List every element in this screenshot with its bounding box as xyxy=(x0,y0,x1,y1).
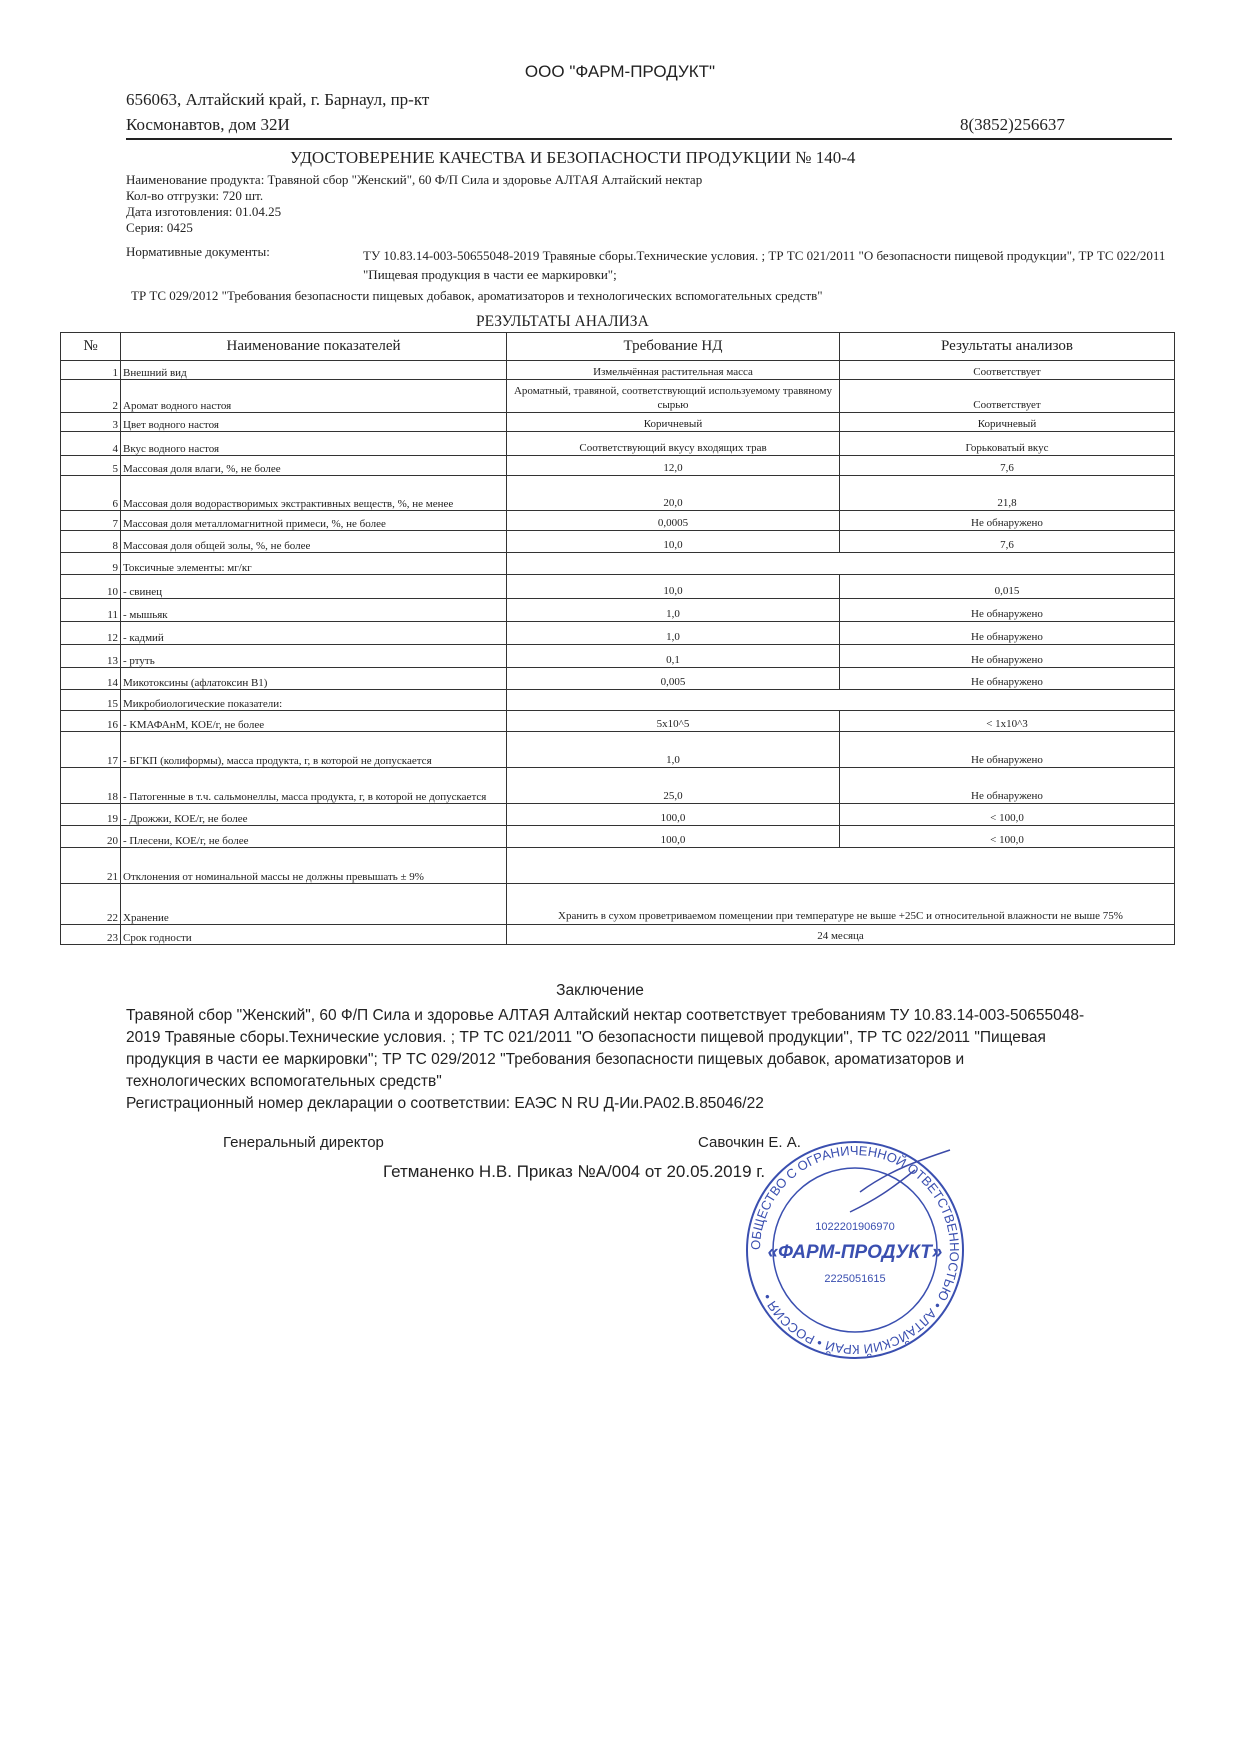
row-result: < 100,0 xyxy=(840,804,1175,826)
header-divider xyxy=(126,138,1172,140)
table-header-row xyxy=(61,333,1175,361)
row-number: 3 xyxy=(61,413,121,432)
table-row xyxy=(61,645,1175,668)
row-indicator: - КМАФАнМ, КОЕ/г, не более xyxy=(121,711,507,732)
norm-docs-label: Нормативные документы: xyxy=(126,244,270,259)
row-indicator: Микотоксины (афлатоксин В1) xyxy=(121,668,507,690)
table-row xyxy=(61,575,1175,599)
row-requirement: 5х10^5 xyxy=(507,711,840,732)
row-result: Не обнаружено xyxy=(840,599,1175,622)
table-row xyxy=(61,768,1175,804)
row-requirement: 100,0 xyxy=(507,804,840,826)
row-number: 22 xyxy=(61,884,121,925)
row-number: 4 xyxy=(61,432,121,456)
row-number: 23 xyxy=(61,925,121,945)
row-indicator: Хранение xyxy=(121,884,507,925)
row-requirement: 10,0 xyxy=(507,531,840,553)
table-row xyxy=(61,361,1175,380)
table-row xyxy=(61,804,1175,826)
row-number: 13 xyxy=(61,645,121,668)
header-number: № xyxy=(61,333,121,361)
stamp-inn: 2225051615 xyxy=(824,1273,886,1285)
table-row xyxy=(61,531,1175,553)
row-result: Горьковатый вкус xyxy=(840,432,1175,456)
row-number: 17 xyxy=(61,732,121,768)
row-indicator: Срок годности xyxy=(121,925,507,945)
row-number: 19 xyxy=(61,804,121,826)
row-requirement: 10,0 xyxy=(507,575,840,599)
row-requirement: 25,0 xyxy=(507,768,840,804)
row-indicator: Отклонения от номинальной массы не должны превышать ± 9% xyxy=(121,848,507,884)
row-requirement: 20,0 xyxy=(507,476,840,511)
row-requirement: Коричневый xyxy=(507,413,840,432)
row-number: 18 xyxy=(61,768,121,804)
row-number: 21 xyxy=(61,848,121,884)
row-number: 5 xyxy=(61,456,121,476)
row-empty xyxy=(507,553,1175,575)
company-stamp xyxy=(740,1130,970,1370)
row-result: Не обнаружено xyxy=(840,732,1175,768)
shipment-quantity: Кол-во отгрузки: 720 шт. xyxy=(126,188,264,203)
norm-docs-extra: ТР ТС 029/2012 "Требования безопасности пищевых добавок, ароматизаторов и технологических вспомогательных средств" xyxy=(131,288,823,303)
row-number: 20 xyxy=(61,826,121,848)
row-indicator: - Патогенные в т.ч. сальмонеллы, масса продукта, г, в которой не допускается xyxy=(121,768,507,804)
director-name: Савочкин Е. А. xyxy=(698,1134,801,1151)
row-number: 12 xyxy=(61,622,121,645)
row-requirement: 0,0005 xyxy=(507,511,840,531)
table-row xyxy=(61,668,1175,690)
results-table xyxy=(60,332,1175,945)
norm-docs-text: ТУ 10.83.14-003-50655048-2019 Травяные сборы.Технические условия. ; ТР ТС 021/2011 "О безопасности пищевой продукции", ТР ТС 022/2011 "Пищевая продукция в части ее маркировки"; xyxy=(363,248,1166,282)
row-result: < 1х10^3 xyxy=(840,711,1175,732)
row-result: Не обнаружено xyxy=(840,768,1175,804)
row-number: 15 xyxy=(61,690,121,711)
row-result: 7,6 xyxy=(840,531,1175,553)
document-title: УДОСТОВЕРЕНИЕ КАЧЕСТВА И БЕЗОПАСНОСТИ ПРОДУКЦИИ № 140-4 xyxy=(290,148,856,167)
table-row xyxy=(61,884,1175,925)
table-row xyxy=(61,826,1175,848)
row-indicator: Массовая доля водорастворимых экстрактивных веществ, %, не менее xyxy=(121,476,507,511)
header-indicator: Наименование показателей xyxy=(121,333,507,361)
row-indicator: Внешний вид xyxy=(121,361,507,380)
row-requirement: 1,0 xyxy=(507,732,840,768)
stamp-ogrn: 1022201906970 xyxy=(815,1221,895,1233)
product-name: Наименование продукта: Травяной сбор "Женский", 60 Ф/П Сила и здоровье АЛТАЯ Алтайский нектар xyxy=(126,172,703,187)
table-row xyxy=(61,690,1175,711)
row-empty xyxy=(507,690,1175,711)
conclusion-block xyxy=(126,1005,1086,1115)
row-indicator: Цвет водного настоя xyxy=(121,413,507,432)
table-row xyxy=(61,413,1175,432)
row-requirement: Ароматный, травяной, соответствующий используемому травяному сырью xyxy=(507,380,840,413)
row-result: Не обнаружено xyxy=(840,622,1175,645)
director-label: Генеральный директор xyxy=(223,1134,384,1151)
header-requirement: Требование НД xyxy=(507,333,840,361)
row-requirement: Соответствующий вкусу входящих трав xyxy=(507,432,840,456)
row-indicator: - Плесени, КОЕ/г, не более xyxy=(121,826,507,848)
row-number: 16 xyxy=(61,711,121,732)
row-result: Соответствует xyxy=(840,380,1175,413)
row-result: < 100,0 xyxy=(840,826,1175,848)
row-requirement: 100,0 xyxy=(507,826,840,848)
row-indicator: - ртуть xyxy=(121,645,507,668)
row-indicator: Аромат водного настоя xyxy=(121,380,507,413)
conclusion-text: Травяной сбор "Женский", 60 Ф/П Сила и здоровье АЛТАЯ Алтайский нектар соответствует требованиям ТУ 10.83.14-003-50655048-2019 Травяные сборы.Технические условия. ; ТР ТС 021/2011 "О безопасности пищевой продукции", ТР ТС 022/2011 "Пищевая продукция в части ее маркировки"; ТР ТС 029/2012 "Требования безопасности пищевых добавок, ароматизаторов и технологических вспомогательных средств" xyxy=(126,1007,1085,1090)
row-result: Не обнаружено xyxy=(840,668,1175,690)
row-requirement: Измельчённая растительная масса xyxy=(507,361,840,380)
row-number: 7 xyxy=(61,511,121,531)
row-number: 14 xyxy=(61,668,121,690)
row-number: 9 xyxy=(61,553,121,575)
row-number: 2 xyxy=(61,380,121,413)
table-row xyxy=(61,622,1175,645)
row-indicator: Вкус водного настоя xyxy=(121,432,507,456)
phone-number: 8(3852)256637 xyxy=(960,115,1065,134)
row-indicator: Микробиологические показатели: xyxy=(121,690,507,711)
row-requirement: Хранить в сухом проветриваемом помещении при температуре не выше +25С и относительной влажности не выше 75% xyxy=(507,884,1175,925)
row-indicator: - БГКП (колиформы), масса продукта, г, в которой не допускается xyxy=(121,732,507,768)
row-requirement: 0,005 xyxy=(507,668,840,690)
registration-number: Регистрационный номер декларации о соответствии: ЕАЭС N RU Д-Ии.РА02.В.85046/22 xyxy=(126,1095,764,1112)
table-row xyxy=(61,456,1175,476)
row-result: Коричневый xyxy=(840,413,1175,432)
row-number: 10 xyxy=(61,575,121,599)
table-row xyxy=(61,476,1175,511)
row-indicator: - Дрожжи, КОЕ/г, не более xyxy=(121,804,507,826)
table-row xyxy=(61,925,1175,945)
row-requirement: 12,0 xyxy=(507,456,840,476)
row-indicator: - мышьяк xyxy=(121,599,507,622)
row-result: 21,8 xyxy=(840,476,1175,511)
row-indicator: Токсичные элементы: мг/кг xyxy=(121,553,507,575)
header-result: Результаты анализов xyxy=(840,333,1175,361)
row-requirement: 0,1 xyxy=(507,645,840,668)
table-row xyxy=(61,848,1175,884)
row-indicator: - кадмий xyxy=(121,622,507,645)
row-result: Не обнаружено xyxy=(840,511,1175,531)
row-indicator: - свинец xyxy=(121,575,507,599)
row-result: Не обнаружено xyxy=(840,645,1175,668)
table-row xyxy=(61,711,1175,732)
row-indicator: Массовая доля общей золы, %, не более xyxy=(121,531,507,553)
row-requirement: 1,0 xyxy=(507,622,840,645)
row-requirement: 1,0 xyxy=(507,599,840,622)
row-result: 0,015 xyxy=(840,575,1175,599)
row-number: 1 xyxy=(61,361,121,380)
row-number: 8 xyxy=(61,531,121,553)
table-row xyxy=(61,732,1175,768)
stamp-ring-text: ОБЩЕСТВО С ОГРАНИЧЕННОЙ ОТВЕТСТВЕННОСТЬЮ • АЛТАЙСКИЙ КРАЙ • РОССИЯ • xyxy=(747,1142,963,1358)
row-number: 11 xyxy=(61,599,121,622)
row-requirement: 24 месяца xyxy=(507,925,1175,945)
conclusion-heading: Заключение xyxy=(556,982,644,999)
address-line-1: 656063, Алтайский край, г. Барнаул, пр-кт xyxy=(126,90,430,109)
row-result: Соответствует xyxy=(840,361,1175,380)
row-indicator: Массовая доля влаги, %, не более xyxy=(121,456,507,476)
series-number: Серия: 0425 xyxy=(126,220,193,235)
table-row xyxy=(61,599,1175,622)
table-row xyxy=(61,511,1175,531)
table-row xyxy=(61,432,1175,456)
manufacture-date: Дата изготовления: 01.04.25 xyxy=(126,204,282,219)
company-name: ООО "ФАРМ-ПРОДУКТ" xyxy=(524,62,716,81)
row-indicator: Массовая доля металломагнитной примеси, %, не более xyxy=(121,511,507,531)
table-row xyxy=(61,380,1175,413)
row-result: 7,6 xyxy=(840,456,1175,476)
row-number: 6 xyxy=(61,476,121,511)
address-line-2: Космонавтов, дом 32И xyxy=(126,115,290,134)
signatory-order: Гетманенко Н.В. Приказ №А/004 от 20.05.2019 г. xyxy=(383,1162,766,1181)
row-empty xyxy=(507,848,1175,884)
table-row xyxy=(61,553,1175,575)
stamp-center-text: «ФАРМ-ПРОДУКТ» xyxy=(767,1242,943,1263)
results-title: РЕЗУЛЬТАТЫ АНАЛИЗА xyxy=(476,313,649,330)
